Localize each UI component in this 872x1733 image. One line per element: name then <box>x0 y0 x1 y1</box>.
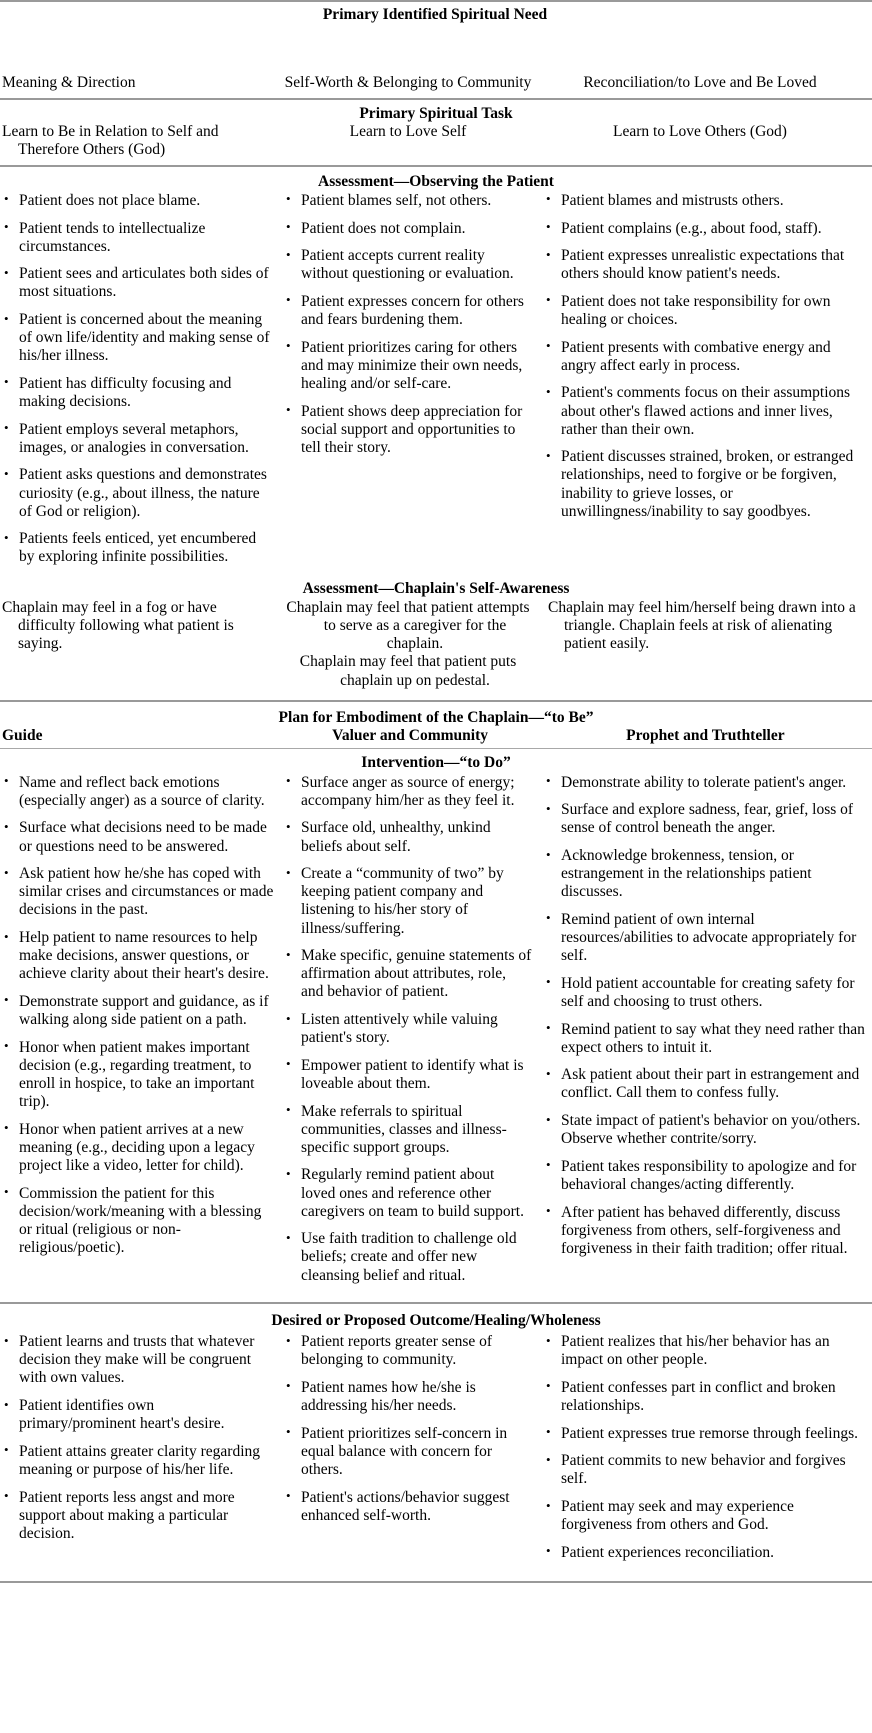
outcome-col-2 <box>280 1333 538 1571</box>
row-assessment-self-awareness <box>0 578 872 700</box>
list-item: • Remind patient to say what they need rather than expect others to intuit it. <box>544 1021 868 1057</box>
list-item: • Listen attentively while valuing patient's story. <box>284 1011 532 1047</box>
list-item: • Ask patient about their part in estrangement and conflict. Call them to confess fully. <box>544 1066 868 1102</box>
list-item: • Create a “community of two” by keeping patient company and listening to his/her story of illness/suffering. <box>284 865 532 938</box>
list-item: • Patient names how he/she is addressing his/her needs. <box>284 1379 532 1415</box>
outcome-col-3 <box>538 1333 872 1571</box>
list-item: • Patient blames self, not others. <box>284 192 532 210</box>
list-item: • Patient realizes that his/her behavior has an impact on other people. <box>544 1333 868 1369</box>
list-item: • Patient expresses unrealistic expectations that others should know patient's needs. <box>544 247 868 283</box>
list-item: • Patient reports less angst and more support about making a particular decision. <box>2 1489 274 1543</box>
row-outcome <box>0 1304 872 1581</box>
list-item: • Honor when patient makes important decision (e.g., regarding treatment, to enroll in hospice, to take an important trip). <box>2 1039 274 1112</box>
list-item: • Patient prioritizes self-concern in equal balance with concern for others. <box>284 1425 532 1479</box>
bullet-list <box>2 192 274 567</box>
list-item: • Use faith tradition to challenge old beliefs; create and offer new cleansing belief and ritual. <box>284 1230 532 1284</box>
outcome-col-1 <box>0 1333 280 1571</box>
list-item: • Patient expresses true remorse through feelings. <box>544 1425 868 1443</box>
need-label-3: Reconciliation/to Love and Be Loved <box>583 74 817 92</box>
need-cell-3 <box>538 2 872 98</box>
paragraph-list <box>2 599 274 653</box>
outcome-heading: Desired or Proposed Outcome/Healing/Wholeness <box>271 1312 601 1330</box>
list-item: • Patient asks questions and demonstrates curiosity (e.g., about illness, the nature of God or religion). <box>2 466 274 520</box>
assessment-self-awareness-heading: Assessment—Chaplain's Self-Awareness <box>302 580 570 598</box>
list-item: • Patient experiences reconciliation. <box>544 1544 868 1562</box>
list-item: • Patient learns and trusts that whatever decision they make will be congruent with own values. <box>2 1333 274 1387</box>
bullet-list <box>2 1333 274 1543</box>
self-awareness-col-1 <box>0 599 280 690</box>
list-item: • Patient prioritizes caring for others and may minimize their own needs, healing and/or self-care. <box>284 339 532 393</box>
self-awareness-col-2 <box>280 599 538 690</box>
list-item: • Make specific, genuine statements of affirmation about attributes, role, and behavior of patient. <box>284 947 532 1001</box>
list-item: • Patient reports greater sense of belonging to community. <box>284 1333 532 1369</box>
intervention-heading: Intervention—“to Do” <box>361 753 511 771</box>
assessment-observing-col-1 <box>0 192 280 576</box>
role-label-3: Prophet and Truthteller <box>626 726 785 744</box>
intervention-col-3 <box>538 774 872 1295</box>
list-item: • Patient sees and articulates both sides of most situations. <box>2 265 274 301</box>
bullet-list <box>544 774 868 1258</box>
list-item: • Patient accepts current reality without questioning or evaluation. <box>284 247 532 283</box>
role-label-1: Guide <box>2 726 43 744</box>
list-item: • Remind patient of own internal resources/abilities to advocate appropriately for self. <box>544 911 868 965</box>
row-primary-task <box>0 100 872 165</box>
list-item: • Surface anger as source of energy; accompany him/her as they feel it. <box>284 774 532 810</box>
bullet-list <box>284 1333 532 1525</box>
list-item: • Demonstrate support and guidance, as if walking along side patient on a path. <box>2 993 274 1029</box>
assessment-observing-heading: Assessment—Observing the Patient <box>318 172 554 190</box>
list-item: • Patient tends to intellectualize circumstances. <box>2 220 274 256</box>
list-item: • Patient discusses strained, broken, or estranged relationships, need to forgive or be forgiven, inability to grieve losses, or unwillingness/inability to say goodbyes. <box>544 448 868 521</box>
task-label-3: Learn to Love Others (God) <box>613 123 787 140</box>
role-label-2: Valuer and Community <box>332 726 489 744</box>
list-item: • Patient complains (e.g., about food, staff). <box>544 220 868 238</box>
task-cell-1 <box>0 123 280 159</box>
assessment-observing-col-3 <box>538 192 872 576</box>
bullet-list <box>544 192 868 521</box>
list-item: • Patient takes responsibility to apologize and for behavioral changes/acting differently. <box>544 1158 868 1194</box>
list-item: • Patient expresses concern for others and fears burdening them. <box>284 293 532 329</box>
list-item: • Surface and explore sadness, fear, grief, loss of sense of control beneath the anger. <box>544 801 868 837</box>
need-cell-2 <box>280 2 538 98</box>
self-awareness-col-3 <box>538 599 872 690</box>
list-item: • Empower patient to identify what is loveable about them. <box>284 1057 532 1093</box>
list-item: • Patient shows deep appreciation for social support and opportunities to tell their story. <box>284 403 532 457</box>
intervention-col-2 <box>280 774 538 1295</box>
primary-need-heading: Primary Identified Spiritual Need <box>322 6 548 23</box>
list-item: • Name and reflect back emotions (especially anger) as a source of clarity. <box>2 774 274 810</box>
list-item: • Patient has difficulty focusing and making decisions. <box>2 375 274 411</box>
bullet-list <box>284 774 532 1285</box>
primary-task-heading: Primary Spiritual Task <box>359 105 513 122</box>
task-cell-3 <box>538 123 872 159</box>
list-item: • Patient attains greater clarity regarding meaning or purpose of his/her life. <box>2 1443 274 1479</box>
list-item: • Patient does not place blame. <box>2 192 274 210</box>
list-item: • Hold patient accountable for creating safety for self and choosing to trust others. <box>544 975 868 1011</box>
list-item: • Help patient to name resources to help make decisions, answer questions, or achieve clarity about their heart's desire. <box>2 929 274 983</box>
role-row <box>0 727 872 748</box>
row-plan-embodiment <box>0 702 872 748</box>
list-item: • Patient employs several metaphors, images, or analogies in conversation. <box>2 421 274 457</box>
row-assessment-observing <box>0 167 872 576</box>
row-intervention <box>0 749 872 1303</box>
list-item: • Patient identifies own primary/prominent heart's desire. <box>2 1397 274 1433</box>
task-cell-2 <box>280 123 538 159</box>
paragraph: Chaplain may feel that patient puts chaplain up on pedestal. <box>299 653 517 689</box>
list-item: • State impact of patient's behavior on you/others. Observe whether contrite/sorry. <box>544 1112 868 1148</box>
paragraph-list <box>548 599 856 653</box>
list-item: • Patient blames and mistrusts others. <box>544 192 868 210</box>
list-item: • Demonstrate ability to tolerate patient's anger. <box>544 774 868 792</box>
paragraph-list <box>284 599 532 690</box>
list-item: • Regularly remind patient about loved ones and reference other caregivers on team to build support. <box>284 1166 532 1220</box>
list-item: • Patient's comments focus on their assumptions about other's flawed actions and inner lives, rather than their own. <box>544 384 868 438</box>
list-item: • Patient confesses part in conflict and broken relationships. <box>544 1379 868 1415</box>
list-item: • Patient commits to new behavior and forgives self. <box>544 1452 868 1488</box>
list-item: • Patient does not complain. <box>284 220 532 238</box>
need-label-1: Meaning & Direction <box>2 74 136 92</box>
paragraph: Chaplain may feel in a fog or have difficulty following what patient is saying. <box>2 599 234 653</box>
list-item: • Patient's actions/behavior suggest enhanced self-worth. <box>284 1489 532 1525</box>
list-item: • Honor when patient arrives at a new meaning (e.g., deciding upon a legacy project like a video, letter for child). <box>2 1121 274 1175</box>
list-item: • Commission the patient for this decision/work/meaning with a blessing or ritual (religious or non-religious/poetic). <box>2 1185 274 1258</box>
list-item: • Surface what decisions need to be made or questions need to be answered. <box>2 819 274 855</box>
list-item: • Patients feels enticed, yet encumbered by exploring infinite possibilities. <box>2 530 274 566</box>
divider-bottom <box>0 1581 872 1583</box>
list-item: • Make referrals to spiritual communities, classes and illness-specific support groups. <box>284 1103 532 1157</box>
bullet-list <box>544 1333 868 1562</box>
list-item: • Acknowledge brokenness, tension, or estrangement in the relationships patient discusses. <box>544 847 868 901</box>
list-item: • Surface old, unhealthy, unkind beliefs about self. <box>284 819 532 855</box>
assessment-observing-col-2 <box>280 192 538 576</box>
need-cell-1 <box>0 2 280 98</box>
task-label-1: Learn to Be in Relation to Self and Therefore Others (God) <box>2 123 219 158</box>
list-item: • Patient presents with combative energy and angry affect early in process. <box>544 339 868 375</box>
paragraph: Chaplain may feel him/herself being drawn into a triangle. Chaplain feels at risk of alienating patient easily. <box>548 599 856 653</box>
intervention-col-1 <box>0 774 280 1295</box>
paragraph: Chaplain may feel that patient attempts to serve as a caregiver for the chaplain. <box>286 599 530 653</box>
list-item: • Patient is concerned about the meaning of own life/identity and making sense of his/her illness. <box>2 311 274 365</box>
bullet-list <box>2 774 274 1257</box>
row-primary-need <box>0 2 872 98</box>
list-item: • Patient does not take responsibility for own healing or choices. <box>544 293 868 329</box>
list-item: • Ask patient how he/she has coped with similar crises and circumstances or made decisions in the past. <box>2 865 274 919</box>
need-label-2: Self-Worth & Belonging to Community <box>284 74 532 92</box>
list-item: • After patient has behaved differently, discuss forgiveness from others, self-forgiveness and forgiveness in their faith tradition; offer ritual. <box>544 1204 868 1258</box>
list-item: • Patient may seek and may experience forgiveness from others and God. <box>544 1498 868 1534</box>
task-label-2: Learn to Love Self <box>349 123 467 140</box>
plan-embodiment-heading: Plan for Embodiment of the Chaplain—“to Be” <box>278 708 594 726</box>
bullet-list <box>284 192 532 457</box>
